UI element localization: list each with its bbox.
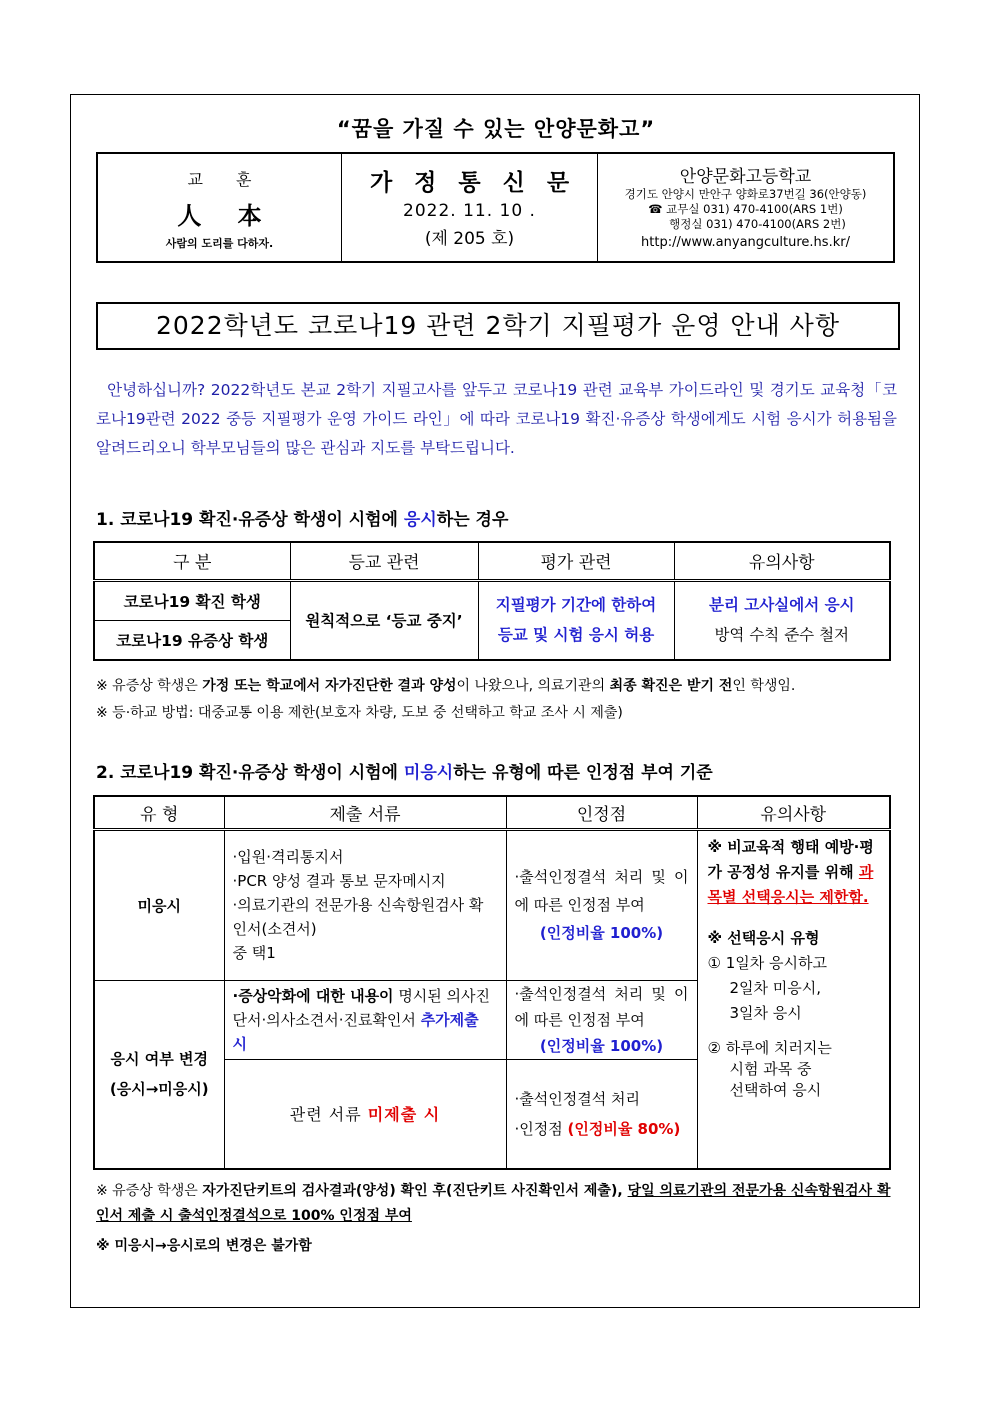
t2-header-docs: 제출 서류 (224, 796, 506, 829)
t1-caution-line1: 분리 고사실에서 응시 (708, 596, 855, 615)
docs-none-b: 미제출 시 (367, 1105, 441, 1125)
creed-sub: 사람의 도리를 다하자. (165, 237, 274, 250)
t2-score-none (506, 1059, 697, 1169)
doc-item: ·의료기관의 전문가용 신속항원검사 확인서(소견서) (232, 896, 484, 938)
score-text: ·출석인정결석 처리 및 이에 따른 인정점 부여 (514, 984, 689, 1029)
creed-label: 교 훈 (187, 170, 266, 189)
school-address: 경기도 안양시 만안구 양화로37번길 36(안양동) (624, 187, 867, 201)
section1-note2: ※ 등·하교 방법: 대중교통 이용 제한(보호자 차량, 도보 중 선택하고 학교 조사 시 제출) (96, 705, 623, 721)
school-name: 안양문화고등학교 (679, 167, 812, 187)
score-ratio-100: (인정비율 100%) (539, 1036, 664, 1055)
school-info-box (598, 154, 893, 261)
school-phone-admin: 행정실 031) 470-4100(ARS 2번) (669, 217, 846, 231)
t2-docs-none (224, 1059, 506, 1169)
section1-heading-b: 응시 (403, 510, 437, 530)
t2-header-caution: 유의사항 (697, 796, 890, 829)
creed-main: 人 本 (177, 201, 276, 230)
note1-b: 가정 또는 학교에서 자가진단한 결과 양성 (202, 678, 457, 694)
section2-heading-a: 2. 코로나19 확진·유증상 학생이 시험에 (96, 763, 404, 783)
caution-opt1-a: ① 1일차 응시하고 (707, 953, 827, 972)
t1-eval-line1: 지필평가 기간에 한하여 (495, 596, 657, 615)
newsletter-box (342, 154, 598, 261)
type-change-1: 응시 여부 변경 (110, 1050, 208, 1069)
table-absent-exam (93, 795, 891, 1170)
t1-header-caution: 유의사항 (674, 542, 890, 580)
section2-heading (96, 758, 713, 783)
school-url[interactable]: http://www.anyangculture.hs.kr/ (641, 235, 850, 250)
score-3b: ·인정점 (514, 1119, 568, 1138)
doc-item: ·입원·격리통지서 (232, 848, 344, 866)
bn1-c: 당일 의료기관의 전문가용 신속항원검사 확인서 제출 시 출석인정결석으로 100% 인정점 부여 (96, 1183, 891, 1224)
t1-header-category: 구 분 (94, 542, 290, 580)
t2-header-type: 유 형 (94, 796, 224, 829)
school-creed-box (98, 154, 342, 261)
newsletter-title: 가 정 통 신 문 (369, 169, 577, 196)
t1-row-symptomatic: 코로나19 유증상 학생 (94, 620, 290, 660)
t1-eval-line2: 등교 및 시험 응시 허용 (497, 626, 655, 645)
caution-opt1-c: 3일차 응시 (729, 1003, 802, 1022)
intro-paragraph (96, 376, 897, 463)
caution-opt2-c: 선택하여 응시 (729, 1080, 822, 1099)
newsletter-issue: (제 205 호) (424, 229, 515, 249)
section1-heading (96, 505, 508, 530)
docs-none-a: 관련 서류 (289, 1105, 368, 1125)
t2-type-absent: 미응시 (94, 829, 224, 980)
bn1-b: 자가진단키트의 검사결과(양성) 확인 후(진단키트 사진확인서 제출), (202, 1183, 628, 1199)
bottom-note2: ※ 미응시→응시로의 변경은 불가함 (96, 1238, 312, 1254)
docs-change-c: 추가제출 시 (232, 1010, 479, 1053)
bottom-note1 (96, 1179, 902, 1229)
caution-opt1-b: 2일차 미응시, (729, 978, 822, 997)
score-ratio-100: (인정비율 100%) (539, 924, 664, 942)
newsletter-date: 2022. 11. 10 . (403, 201, 536, 221)
caution-opt2-b: 시험 과목 중 (729, 1059, 812, 1078)
t1-header-evaluation: 평가 관련 (478, 542, 674, 580)
score-text: ·출석인정결석 처리 및 이에 따른 인정점 부여 (514, 868, 689, 914)
docs-change-b: 명시된 의사진단서·의사소견서·진료확인서 (232, 986, 491, 1029)
score-ratio-80: (인정비율 80%) (567, 1119, 681, 1138)
t2-type-change (94, 980, 224, 1169)
caution-type-title: ※ 선택응시 유형 (707, 928, 820, 947)
t1-row-confirmed: 코로나19 확진 학생 (94, 580, 290, 620)
section1-heading-c: 하는 경우 (436, 510, 509, 530)
note1-c: 이 나왔으나, 의료기관의 (456, 678, 610, 694)
t2-docs-absent (224, 829, 506, 980)
type-change-2: (응시→미응시) (109, 1080, 209, 1099)
note1-e: 인 학생임. (732, 678, 796, 694)
school-motto: “꿈을 가질 수 있는 안양문화고” (336, 117, 656, 141)
section1-note1 (96, 675, 795, 695)
doc-item: ·PCR 양성 결과 통보 문자메시지 (232, 872, 446, 890)
t2-header-score: 인정점 (506, 796, 697, 829)
t2-docs-change (224, 980, 506, 1059)
t1-caution-line2: 방역 수칙 준수 철저 (714, 626, 850, 645)
caution-b: 과목별 선택응시는 제한함. (707, 862, 874, 906)
t1-header-attendance: 등교 관련 (290, 542, 478, 580)
table-attend-exam (93, 541, 891, 661)
section1-heading-a: 1. 코로나19 확진·유증상 학생이 시험에 (96, 510, 404, 530)
doc-item: 중 택1 (232, 944, 276, 962)
main-title: 2022학년도 코로나19 관련 2학기 지필평가 운영 안내 사항 (96, 302, 900, 350)
caution-block (708, 835, 880, 910)
note1-d: 최종 확진은 받기 전 (609, 678, 733, 694)
bn1-a: ※ 유증상 학생은 (96, 1183, 203, 1199)
t2-score-absent (506, 829, 697, 980)
masthead (96, 152, 895, 263)
caution-a: ※ 비교육적 행태 예방·평가 공정성 유지를 위해 (707, 837, 874, 881)
school-phone-office: ☎ 교무실 031) 470-4100(ARS 1번) (648, 202, 843, 216)
intro-text: 안녕하십니까? 2022학년도 본교 2학기 지필고사를 앞두고 코로나19 관련 교육부 가이드라인 및 경기도 교육청「코로나19관련 2022 중등 지필평가 운영 가이드 라인」에 따라 코로나19 확진·유증상 학생에게도 시험 응시가 허용됨을 알려드리오니 학부모님들의 많은 관심과 지도를 부탁드립니다. (96, 381, 897, 457)
section2-heading-c: 하는 유형에 따른 인정점 부여 기준 (453, 763, 713, 783)
note1-a: ※ 유증상 학생은 (96, 678, 203, 694)
section2-heading-b: 미응시 (403, 763, 454, 783)
score-3a: ·출석인정결석 처리 (514, 1089, 640, 1108)
t2-caution (697, 829, 890, 1169)
score-3b-line (515, 1114, 689, 1144)
t1-caution (674, 580, 890, 660)
t1-evaluation (478, 580, 674, 660)
docs-change-a: ·증상악화에 대한 내용이 (232, 986, 394, 1005)
t1-attendance: 원칙적으로 ‘등교 중지’ (290, 580, 478, 660)
t2-score-change (506, 980, 697, 1059)
caution-opt2-a: ② 하루에 치러지는 (707, 1038, 832, 1057)
